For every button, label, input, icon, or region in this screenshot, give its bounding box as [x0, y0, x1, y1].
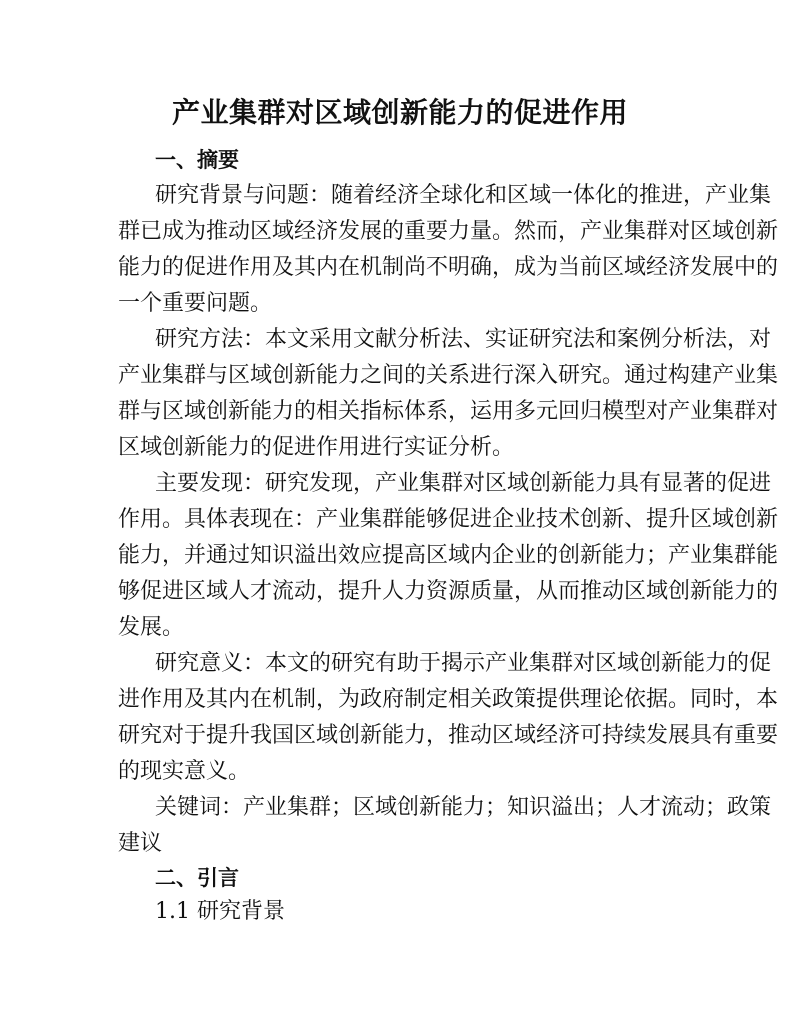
paragraph-line: 产业集群与区域创新能力之间的关系进行深入研究。通过构建产业集: [118, 363, 779, 388]
paragraph-line: 研究意义：本文的研究有助于揭示产业集群对区域创新能力的促: [155, 651, 772, 676]
paragraph: [118, 466, 779, 646]
paragraph-line: 能力，并通过知识溢出效应提高区域内企业的创新能力；产业集群能: [118, 543, 779, 568]
abstract-paragraphs: [118, 178, 779, 862]
paragraph-line: 发展。: [118, 615, 185, 640]
section-heading-intro: 二、引言: [155, 865, 239, 890]
paragraph-line: 区域创新能力的促进作用进行实证分析。: [118, 435, 515, 460]
paragraph: [118, 178, 779, 322]
paragraph-line: 够促进区域人才流动，提升人力资源质量，从而推动区域创新能力的: [118, 579, 779, 604]
document-title: 产业集群对区域创新能力的促进作用: [171, 96, 628, 129]
paragraph-line: 研究方法：本文采用文献分析法、实证研究法和案例分析法，对: [155, 327, 772, 352]
paragraph-line: 一个重要问题。: [118, 291, 273, 316]
paragraph-line: 建议: [118, 831, 163, 856]
document-body: [118, 142, 779, 930]
paragraph-line: 关键词：产业集群；区域创新能力；知识溢出；人才流动；政策: [155, 795, 772, 820]
paragraph-line: 主要发现：研究发现，产业集群对区域创新能力具有显著的促进: [155, 471, 772, 496]
paragraph-line: 进作用及其内在机制，为政府制定相关政策提供理论依据。同时，本: [118, 687, 779, 712]
paragraph: [118, 646, 779, 790]
paragraph-line: 研究背景与问题：随着经济全球化和区域一体化的推进，产业集: [155, 183, 772, 208]
paragraph: [118, 322, 779, 466]
paragraph-line: 研究对于提升我国区域创新能力，推动区域经济可持续发展具有重要: [118, 723, 779, 748]
paragraph-line: 作用。具体表现在：产业集群能够促进企业技术创新、提升区域创新: [118, 507, 779, 532]
paragraph-line: 的现实意义。: [118, 759, 251, 784]
paragraph-line: 能力的促进作用及其内在机制尚不明确，成为当前区域经济发展中的: [118, 255, 779, 280]
paragraph-line: 群已成为推动区域经济发展的重要力量。然而，产业集群对区域创新: [118, 219, 779, 244]
subsection-heading-background: 1.1 研究背景: [155, 899, 285, 924]
paragraph: [118, 790, 772, 862]
paragraph-line: 群与区域创新能力的相关指标体系，运用多元回归模型对产业集群对: [118, 399, 779, 424]
section-heading-abstract: 一、摘要: [155, 147, 239, 172]
